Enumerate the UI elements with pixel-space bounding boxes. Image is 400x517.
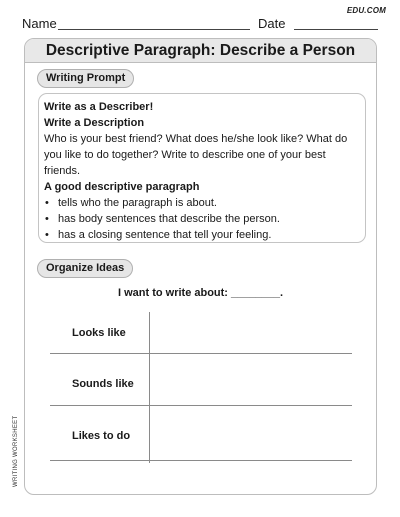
row-label-sounds-like: Sounds like [72,378,134,390]
prompt-body-text: Who is your best friend? What does he/she look like? What do you like to do together? Write to describe one of your best friends. [44,133,348,177]
list-item: • tells who the paragraph is about. [44,195,361,211]
table-divider-vertical [149,312,150,463]
worksheet-title: Descriptive Paragraph: Describe a Person [25,39,376,63]
list-item: • has body sentences that describe the person. [44,211,361,227]
name-date-header [22,14,378,34]
writing-prompt-box [38,93,366,243]
table-row-line [50,405,352,406]
table-row-line [50,460,352,461]
write-about-prompt: I want to write about: ________. [117,287,284,299]
prompt-list-heading: A good descriptive paragraph [44,181,200,193]
row-label-likes-to-do: Likes to do [72,430,131,442]
row-label-looks-like: Looks like [72,327,126,339]
side-label: WRITING WORKSHEET [13,415,19,487]
list-item: • has a closing sentence that tell your feeling. [44,227,361,243]
prompt-bullet-list [44,195,361,243]
date-label: Date [258,16,286,31]
name-label: Name [22,16,57,31]
organize-ideas-pill: Organize Ideas [37,259,133,278]
prompt-heading-description: Write a Description [44,117,145,129]
name-field-line[interactable] [58,29,250,30]
date-field-line[interactable] [294,29,378,30]
worksheet-card [24,38,377,495]
organize-table [50,312,352,463]
writing-prompt-pill: Writing Prompt [37,69,134,88]
table-row-line [50,353,352,354]
prompt-heading-describer: Write as a Describer! [44,101,154,113]
brand-logo: EDU.COM [346,6,386,15]
